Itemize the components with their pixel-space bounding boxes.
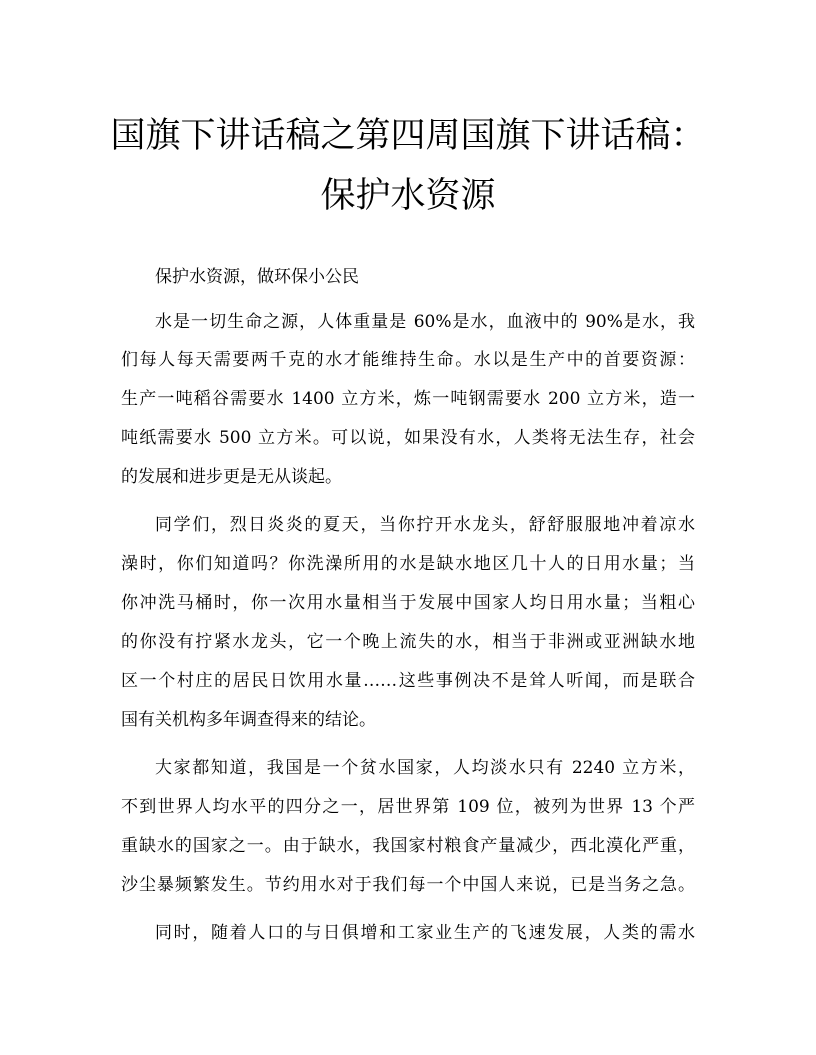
paragraph-line: 们每人每天需要两千克的水才能维持生命。水以是生产中的首要资源： bbox=[121, 350, 695, 370]
paragraph-line: 沙尘暴频繁发生。节约用水对于我们每一个中国人来说，已是当务之急。 bbox=[121, 875, 695, 895]
paragraph-line: 水是一切生命之源，人体重量是 60%是水，血液中的 90%是水，我 bbox=[155, 312, 695, 332]
paragraph-line: 不到世界人均水平的四分之一，居世界第 109 位，被列为世界 13 个严 bbox=[121, 797, 695, 817]
paragraph-line: 吨纸需要水 500 立方米。可以说，如果没有水，人类将无法生存，社会 bbox=[121, 428, 695, 448]
paragraph-line: 澡时，你们知道吗？你洗澡所用的水是缺水地区几十人的日用水量；当 bbox=[121, 554, 695, 574]
document-title-line-2: 保护水资源 bbox=[320, 176, 496, 216]
paragraph-heading: 保护水资源，做环保小公民 bbox=[155, 267, 359, 287]
paragraph-line: 国有关机构多年调查得来的结论。 bbox=[121, 710, 376, 730]
paragraph-line: 同学们，烈日炎炎的夏天，当你拧开水龙头，舒舒服服地冲着凉水 bbox=[155, 515, 695, 535]
paragraph-line: 的发展和进步更是无从谈起。 bbox=[121, 467, 342, 487]
paragraph-line: 区一个村庄的居民日饮用水量……这些事例决不是耸人听闻，而是联合 bbox=[121, 671, 695, 691]
document-title-line-1: 国旗下讲话稿之第四周国旗下讲话稿： bbox=[110, 116, 706, 156]
paragraph-line: 的你没有拧紧水龙头，它一个晚上流失的水，相当于非洲或亚洲缺水地 bbox=[121, 632, 695, 652]
paragraph-line: 同时，随着人口的与日俱增和工家业生产的飞速发展，人类的需水 bbox=[155, 923, 695, 943]
paragraph-line: 你冲洗马桶时，你一次用水量相当于发展中国家人均日用水量；当粗心 bbox=[121, 593, 695, 613]
paragraph-line: 大家都知道，我国是一个贫水国家，人均淡水只有 2240 立方米， bbox=[155, 758, 695, 778]
paragraph-line: 生产一吨稻谷需要水 1400 立方米，炼一吨钢需要水 200 立方米，造一 bbox=[121, 389, 695, 409]
paragraph-line: 重缺水的国家之一。由于缺水，我国家村粮食产量减少，西北漠化严重， bbox=[121, 836, 695, 856]
